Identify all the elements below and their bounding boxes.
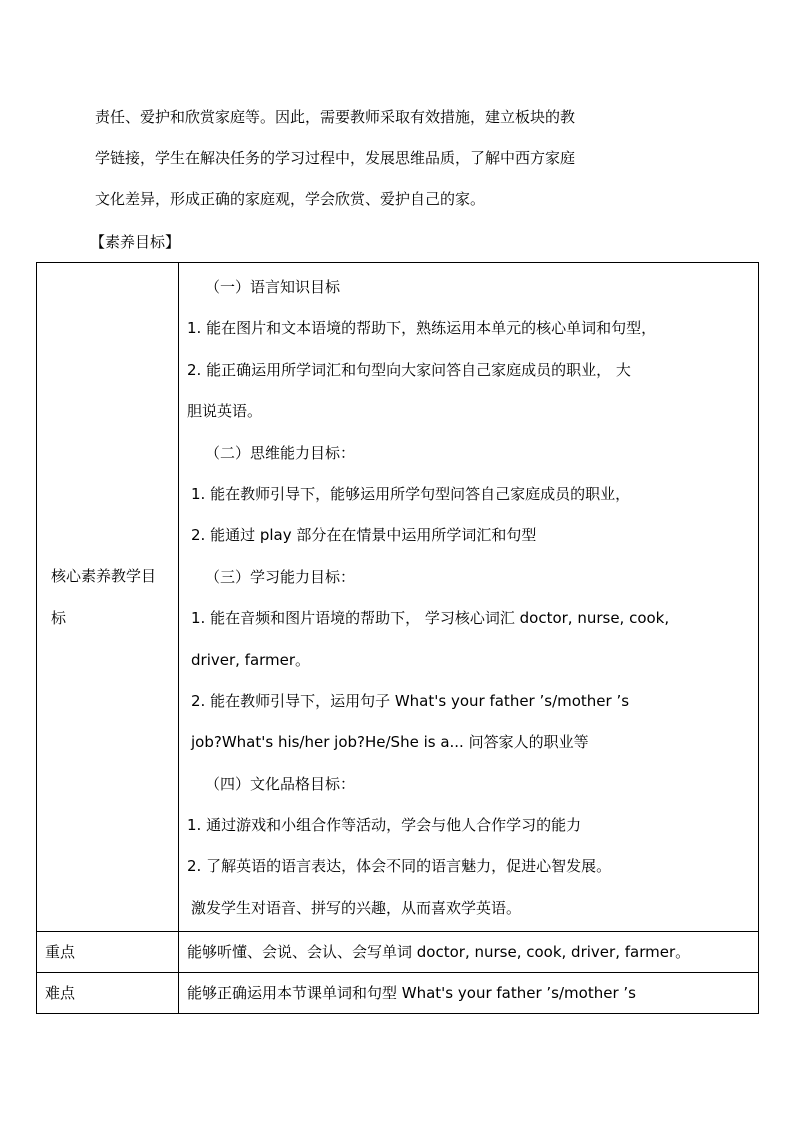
difficult-points-content-cell bbox=[179, 973, 759, 1014]
goal-item: 1. 能在图片和文本语境的帮助下，熟练运用本单元的核心单词和句型， bbox=[187, 319, 657, 338]
goal-item: driver, farmer。 bbox=[191, 650, 311, 669]
table-row-core-goals bbox=[37, 263, 759, 932]
key-points-label: 重点 bbox=[45, 943, 76, 962]
goal-item: job?What's his/her job?He/She is a... 问答家人的职业等 bbox=[191, 733, 589, 752]
goal-item: 1. 能在教师引导下，能够运用所学句型问答自己家庭成员的职业， bbox=[191, 484, 631, 503]
intro-line: 责任、爱护和欣赏家庭等。因此，需要教师采取有效措施，建立板块的教 bbox=[95, 108, 576, 126]
core-goals-content-cell bbox=[179, 263, 759, 932]
goals-table bbox=[36, 262, 759, 1014]
table-row-difficult-points bbox=[37, 973, 759, 1014]
goal-item: 激发学生对语音、拼写的兴趣，从而喜欢学英语。 bbox=[191, 898, 522, 917]
core-goals-content bbox=[179, 263, 758, 931]
goal-item: 2. 能正确运用所学词汇和句型向大家问答自己家庭成员的职业， 大 bbox=[187, 360, 631, 379]
difficult-points-text: 能够正确运用本节课单词和句型 What's your father ’s/mother ’s bbox=[187, 984, 636, 1003]
intro-line: 文化差异，形成正确的家庭观，学会欣赏、爱护自己的家。 bbox=[95, 190, 486, 208]
goal-item: 1. 通过游戏和小组合作等活动，学会与他人合作学习的能力 bbox=[187, 816, 582, 835]
goal-item: 2. 了解英语的语言表达，体会不同的语言魅力，促进心智发展。 bbox=[187, 857, 612, 876]
difficult-points-label: 难点 bbox=[45, 984, 76, 1003]
key-points-content-cell bbox=[179, 932, 759, 973]
difficult-points-label-cell bbox=[37, 973, 179, 1014]
key-points-text: 能够听懂、会说、会认、会写单词 doctor, nurse, cook, driver, farmer。 bbox=[187, 943, 691, 962]
core-goals-label-cell bbox=[37, 263, 179, 932]
goal-item: 2. 能在教师引导下，运用句子 What's your father ’s/mother ’s bbox=[191, 691, 630, 710]
table-row-key-points bbox=[37, 932, 759, 973]
goal-heading-language: （一）语言知识目标 bbox=[205, 278, 341, 296]
goal-heading-learning: （三）学习能力目标： bbox=[205, 567, 356, 586]
goal-item: 胆说英语。 bbox=[187, 402, 263, 421]
goal-item: 2. 能通过 play 部分在在情景中运用所学词汇和句型 bbox=[191, 526, 537, 545]
goal-heading-culture: （四）文化品格目标： bbox=[205, 774, 356, 793]
section-heading: 【素养目标】 bbox=[90, 233, 181, 251]
intro-line: 学链接，学生在解决任务的学习过程中，发展思维品质，了解中西方家庭 bbox=[95, 149, 576, 167]
key-points-label-cell bbox=[37, 932, 179, 973]
goal-item: 1. 能在音频和图片语境的帮助下， 学习核心词汇 doctor, nurse, cook, bbox=[191, 609, 670, 628]
goal-heading-thinking: （二）思维能力目标： bbox=[205, 443, 356, 462]
core-goals-label: 核心素养教学目标 bbox=[51, 567, 157, 628]
intro-paragraph bbox=[95, 104, 715, 227]
